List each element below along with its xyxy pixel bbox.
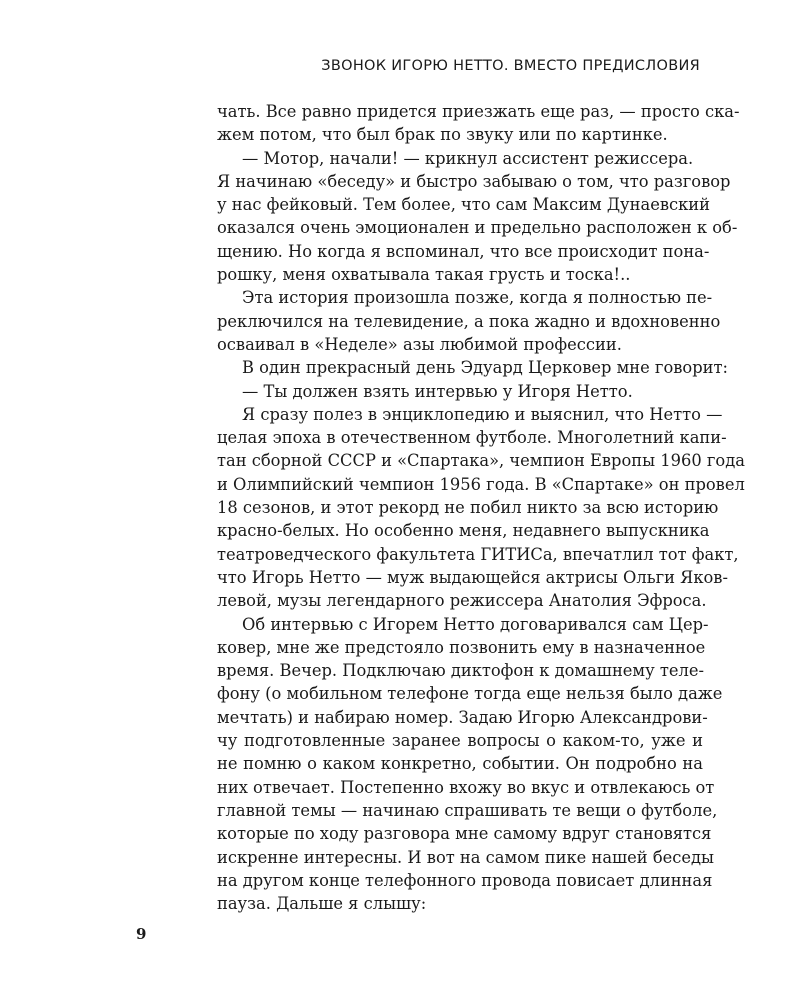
text-line: на другом конце телефонного провода повисает длинная: [217, 870, 713, 890]
body-text: [217, 100, 745, 915]
text-line: рошку, меня охватывала такая грусть и тоска!..: [217, 265, 631, 285]
text-line: осваивал в «Неделе» азы любимой профессии.: [217, 334, 622, 354]
text-line: левой, музы легендарного режиссера Анатолия Эфроса.: [217, 591, 707, 611]
text-line: Эта история произошла позже, когда я полностью пе-: [242, 288, 713, 308]
text-line: — Мотор, начали! — крикнул ассистент режиссера.: [242, 148, 694, 168]
text-line: у нас фейковый. Тем более, что сам Максим Дунаевский: [217, 195, 710, 215]
text-line: время. Вечер. Подключаю диктофон к домашнему теле-: [217, 661, 704, 681]
text-line: чать. Все равно придется приезжать еще раз, — просто ска-: [217, 102, 740, 121]
page-number: 9: [136, 925, 147, 943]
text-line: которые по ходу разговора мне самому вдруг становятся: [217, 824, 712, 844]
text-line: Я начинаю «беседу» и быстро забываю о том, что разговор: [217, 171, 731, 191]
text-line: не помню о каком конкретно, событии. Он подробно на: [217, 754, 703, 774]
text-line: что Игорь Нетто — муж выдающейся актрисы Ольги Яков-: [217, 567, 728, 587]
running-head: ЗВОНОК ИГОРЮ НЕТТО. ВМЕСТО ПРЕДИСЛОВИЯ: [321, 58, 700, 74]
text-line: них отвечает. Постепенно вхожу во вкус и отвлекаюсь от: [217, 777, 715, 797]
text-line: и Олимпийский чемпион 1956 года. В «Спартаке» он провел: [217, 474, 745, 494]
text-line: — Ты должен взять интервью у Игоря Нетто.: [242, 381, 633, 401]
text-line: 18 сезонов, и этот рекорд не побил никто за всю историю: [217, 498, 719, 518]
text-line: пауза. Дальше я слышу:: [217, 894, 427, 914]
text-line: главной темы — начинаю спрашивать те вещи о футболе,: [217, 800, 718, 820]
text-line: чу подготовленные заранее вопросы о каком-то, уже и: [217, 731, 703, 751]
text-line: В один прекрасный день Эдуард Церковер мне говорит:: [242, 358, 728, 378]
text-line: щению. Но когда я вспоминал, что все происходит пона-: [217, 241, 710, 261]
text-line: красно-белых. Но особенно меня, недавнего выпускника: [217, 521, 710, 541]
text-line: целая эпоха в отечественном футболе. Многолетний капи-: [217, 428, 727, 448]
text-line: оказался очень эмоционален и предельно расположен к об-: [217, 218, 738, 238]
text-line: жем потом, что был брак по звуку или по картинке.: [217, 125, 668, 145]
text-line: ковер, мне же предстояло позвонить ему в назначенное: [217, 637, 706, 657]
text-line: реключился на телевидение, а пока жадно и вдохновенно: [217, 311, 721, 331]
text-line: театроведческого факультета ГИТИСа, впечатлил тот факт,: [217, 544, 739, 564]
text-line: Я сразу полез в энциклопедию и выяснил, что Нетто —: [242, 404, 723, 424]
text-line: Об интервью с Игорем Нетто договаривался сам Цер-: [242, 614, 709, 634]
text-line: фону (о мобильном телефоне тогда еще нельзя было даже: [217, 684, 723, 704]
text-line: искренне интересны. И вот на самом пике нашей беседы: [217, 847, 715, 867]
text-line: мечтать) и набираю номер. Задаю Игорю Александрови-: [217, 707, 708, 727]
text-line: тан сборной СССР и «Спартака», чемпион Европы 1960 года: [217, 451, 745, 471]
